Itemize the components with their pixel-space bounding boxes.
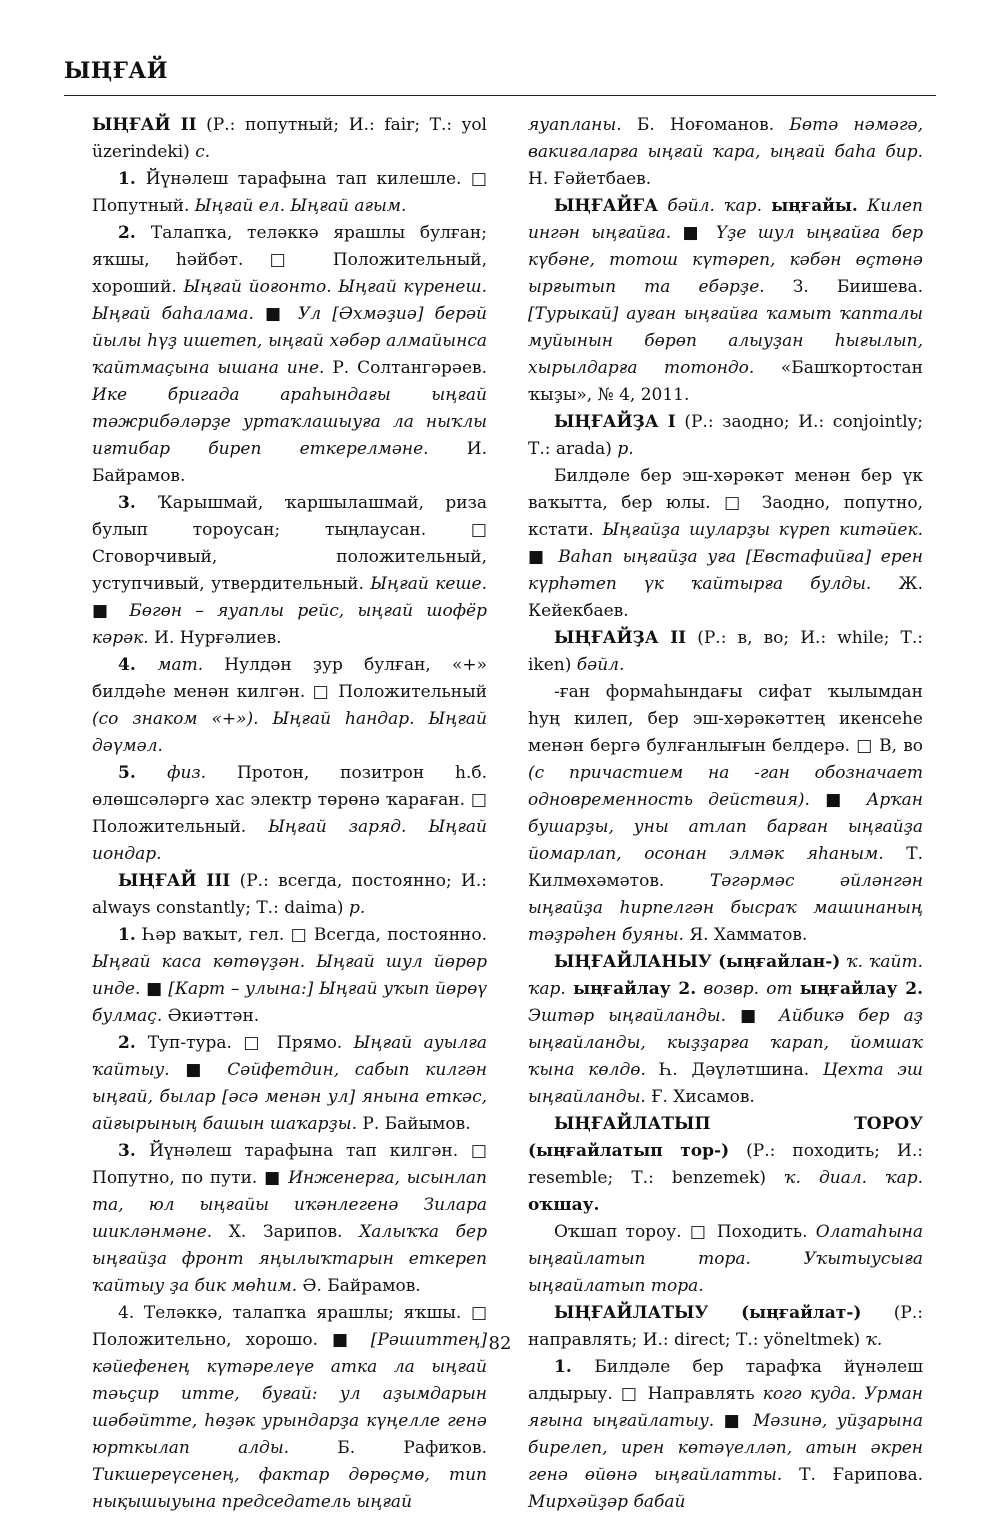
citation-marker: ■ bbox=[317, 1330, 371, 1350]
example: Айбикә бер аҙ ыңғайланды, кыҙҙарға ҡарап, йомшаҡ ҡына көлдө. bbox=[528, 1006, 923, 1080]
cross-reference: ыңғайлау 2. bbox=[573, 979, 697, 999]
source: Әкиәттән. bbox=[162, 1006, 260, 1026]
sense-5 bbox=[92, 760, 487, 868]
definition: Йүнәлеш тарафына тап килешле. □ Попутный. bbox=[92, 169, 487, 216]
example: Халыҡҡа бер ыңғайҙа фронт яңылыҡтарын еткереп ҡайтыу ҙа бик мөһим. bbox=[92, 1222, 487, 1296]
header-rule bbox=[64, 95, 936, 96]
right-column bbox=[528, 112, 923, 1516]
citation-marker: ■ bbox=[92, 601, 130, 621]
headword: ЫҢҒАЙЛАНЫУ (ыңғайлан-) bbox=[554, 952, 841, 972]
example: Тикшереүсенең, фактар дөрөҫмө, тип нықышыуына председатель ыңғай bbox=[92, 1465, 487, 1512]
sense-number: 3. bbox=[118, 1141, 150, 1161]
entry-meta: (Р.: походить; И.: resemble; Т.: benzemek) bbox=[528, 1141, 923, 1188]
source: Ж. Кейекбаев. bbox=[528, 574, 923, 621]
definition: Нулдән ҙур булған, «+» билдәһе менән килгән. □ Положительный bbox=[92, 655, 487, 702]
sense-2 bbox=[92, 220, 487, 490]
source: Б. Рафиҡов. bbox=[289, 1438, 488, 1458]
pos-label: возвр. от bbox=[696, 979, 800, 999]
source: Һ. Дәүләтшина. bbox=[645, 1060, 823, 1080]
sense-number: 2. bbox=[118, 223, 151, 243]
sense-number: 1. bbox=[118, 925, 143, 945]
entry-meta: (Р.: всегда, постоянно; И.: always constantly; Т.: daima) bbox=[92, 871, 488, 918]
definition: Билдәле бер эш-хәрәкәт менән бер үк ваҡытта, бер юлы. □ Заодно, попутно, кстати. bbox=[528, 466, 923, 540]
citation-marker: ■ bbox=[726, 1006, 779, 1026]
domain-label: мат. bbox=[157, 655, 204, 675]
example: Ыңғайҙа шуларҙы күреп китәйек. bbox=[602, 520, 923, 540]
definition: -ған формаһындағы сифат ҡылымдан һуң килеп, бер эш-хәрәкәттең икенсеһе менән бергә булғанлығын белдерә. □ В, во bbox=[528, 682, 923, 756]
source: З. Биишева. bbox=[764, 277, 924, 297]
pos-label: р. bbox=[617, 439, 634, 459]
pos-label: с. bbox=[195, 142, 211, 162]
definition: Талапҡа, теләккә ярашлы булған; яҡшы, һәйбәт. □ Положительный, хороший. bbox=[92, 223, 487, 297]
entry-yngayza-2 bbox=[528, 625, 923, 679]
definition: Һәр ваҡыт, гел. □ Всегда, постоянно. bbox=[142, 925, 487, 945]
entry-yngaylanyu bbox=[528, 949, 923, 1111]
sense-3 bbox=[92, 1138, 487, 1300]
entry-meta: (Р.: в, во; И.: while; Т.: iken) bbox=[528, 628, 923, 675]
citation-marker: ■ bbox=[714, 1411, 753, 1431]
source: Р. Солтангәрәев. bbox=[324, 358, 487, 378]
pos-label: бәйл. ҡар. bbox=[658, 196, 772, 216]
sense-number: 1. bbox=[554, 1357, 595, 1377]
sense-number: 5. bbox=[118, 763, 168, 783]
pos-label: ҡ. диал. ҡар. bbox=[784, 1168, 924, 1188]
definition: Ҡарышмай, ҡаршылашмай, риза булып тороусан; тыңлаусан. □ Сговорчивый, положительный, уступчивый, утвердительный. bbox=[92, 493, 487, 594]
example: Ыңғай заряд. Ыңғай иондар. bbox=[92, 817, 487, 864]
pos-label: ҡ. ҡайт. ҡар. bbox=[528, 952, 923, 999]
source: Б. Ноғоманов. bbox=[621, 115, 790, 135]
sense-definition bbox=[528, 1219, 923, 1300]
sense-4 bbox=[92, 652, 487, 760]
citation-marker: ■ bbox=[257, 1168, 289, 1188]
example: Мирхәйҙәр бабай bbox=[528, 1492, 686, 1512]
sense-number: 4. bbox=[118, 655, 158, 675]
example: Ике бригада араһындағы ыңғай тәжрибәләрҙе уртаҡлашыуға ла ныҡлы иғтибар биреп еткерелмәне. bbox=[92, 385, 487, 459]
sense-1 bbox=[92, 166, 487, 220]
headword: ЫҢҒАЙҘА I bbox=[554, 412, 676, 432]
citation-marker: ■ bbox=[671, 223, 716, 243]
source: Р. Байымов. bbox=[357, 1114, 471, 1134]
cross-reference: ыңғайлау 2. bbox=[799, 979, 923, 999]
example: Ул [Әхмәҙиә] берәй йылы һүҙ ишетеп, ыңғай хәбәр алмайынса ҡайтмаҫына ышана ине. bbox=[92, 304, 487, 378]
example: Ыңғай ауылға ҡайтыу. bbox=[92, 1033, 487, 1080]
example: Арҡан бушарҙы, уны атлап барған ыңғайҙа йомарлап, осонан элмәк яһаным. bbox=[528, 790, 923, 864]
definition: Оҡшап тороу. □ Походить. bbox=[554, 1222, 816, 1242]
example: [Турыкай] ауған ыңғайға ҡамыт ҡапталы муйынын бөрөп алыуҙан һығылып, хырылдарға тотондо. bbox=[528, 304, 923, 378]
entry-yngayga bbox=[528, 193, 923, 409]
left-column bbox=[92, 112, 487, 1516]
pos-label: бәйл. bbox=[576, 655, 625, 675]
example: яуапланы. bbox=[528, 115, 622, 135]
headword: ЫҢҒАЙҒА bbox=[554, 196, 659, 216]
sense-number: 3. bbox=[118, 493, 158, 513]
pos-label: р. bbox=[348, 898, 366, 918]
example: Инженерға, ысынлап та, юл ыңғайы иҡәнлегенә Зилара шикләнмәне. bbox=[92, 1168, 487, 1242]
sense-definition bbox=[528, 463, 923, 625]
sense-number: 4. bbox=[118, 1303, 144, 1323]
example: Ыңғай каса көтөүҙән. Ыңғай шул йөрөр инде. bbox=[92, 952, 487, 999]
example: Ыңғай йоғонто. Ыңғай күренеш. Ыңғай баһалама. bbox=[92, 277, 487, 324]
entry-yngayza-1 bbox=[528, 409, 923, 463]
example: Үҙе шул ыңғайға бер күбәне, тотош күтәреп, кәбән өҫтөнә ырғытып та ебәрҙе. bbox=[528, 223, 923, 297]
sense-number: 2. bbox=[118, 1033, 148, 1053]
headword: ЫҢҒАЙ II bbox=[92, 115, 197, 135]
citation-marker: ■ bbox=[528, 547, 559, 567]
citation-marker: ■ bbox=[140, 979, 169, 999]
domain-label: физ. bbox=[167, 763, 207, 783]
source: Н. Ғәйетбаев. bbox=[528, 169, 652, 189]
example: Олатаһына ыңғайлатып тора. Уҡытыусыға ыңғайлатып тора. bbox=[528, 1222, 923, 1296]
running-head: ЫҢҒАЙ bbox=[64, 58, 169, 84]
example: Эштәр ыңғайланды. bbox=[528, 1006, 727, 1026]
entry-meta: (Р.: направлять; И.: direct; Т.: yöneltmek) bbox=[528, 1303, 923, 1350]
example: кого куда. Урман яғына ыңғайлатыу. bbox=[528, 1384, 923, 1431]
example: Цехта эш ыңғайланды. bbox=[528, 1060, 923, 1107]
example: Ваһап ыңғайҙа уға [Евстафийға] ерен күрһәтеп үк ҡайтырға булды. bbox=[528, 547, 923, 594]
example: Мәзинә, уйҙарына бирелеп, ирен көтәүелләп, атын әкрен генә өйөнә ыңғайлатты. bbox=[528, 1411, 923, 1485]
headword: ЫҢҒАЙЛАТЫП ТОРОУ (ыңғайлатып тор-) bbox=[528, 1114, 923, 1161]
headword: ЫҢҒАЙҘА II bbox=[554, 628, 687, 648]
example: [Рәшиттең] кәйефенең күтәрелеүе атка ла ыңғай тәьҫир итте, буғай: ул аҙымдарын шәбәйтте, һөҙәк урындарҙа күңелле генә юрткылап алды. bbox=[92, 1330, 487, 1458]
pos-label: ҡ. bbox=[865, 1330, 883, 1350]
source: Х. Зарипов. bbox=[212, 1222, 360, 1242]
citation-marker: ■ bbox=[253, 304, 299, 324]
example: (с причастием на -ган обозначает одновременность действия). bbox=[528, 763, 923, 810]
source: Ғ. Хисамов. bbox=[645, 1087, 755, 1107]
sense-1 bbox=[528, 1354, 923, 1516]
sense-definition bbox=[528, 679, 923, 949]
source: И. Нурғәлиев. bbox=[148, 628, 282, 648]
example: Тәгәрмәс әйләнгән ыңғайҙа һирпелгән бысраҡ машинаның тәҙрәһен буяны. bbox=[528, 871, 923, 945]
example: Ыңғай ел. Ыңғай ағым. bbox=[194, 196, 407, 216]
page-number: 82 bbox=[488, 1333, 512, 1354]
definition: Туп-тура. □ Прямо. bbox=[147, 1033, 354, 1053]
example: [Карт – улына:] Ыңғай уҡып йөрөү булмаҫ. bbox=[92, 979, 488, 1026]
example: Килеп ингән ыңғайға. bbox=[528, 196, 924, 243]
source: Т. Килмөхәмәтов. bbox=[528, 844, 923, 891]
cross-reference: ыңғайы. bbox=[771, 196, 858, 216]
entry-yngay-2 bbox=[92, 112, 487, 166]
citation-marker: ■ bbox=[809, 790, 867, 810]
citation-marker: ■ bbox=[169, 1060, 228, 1080]
definition: Протон, позитрон һ.б. өлөшсәләргә хас электр төрөнә ҡараған. □ Положительный. bbox=[92, 763, 488, 837]
headword: ЫҢҒАЙ III bbox=[118, 871, 231, 891]
cross-reference: оҡшау. bbox=[528, 1195, 600, 1215]
example: Ыңғай кеше. bbox=[370, 574, 488, 594]
entry-yngay-3 bbox=[92, 868, 487, 922]
sense-2 bbox=[92, 1030, 487, 1138]
source: «Башҡортостан ҡыҙы», № 4, 2011. bbox=[528, 358, 923, 405]
entry-meta: (Р.: заодно; И.: conjointly; Т.: arada) bbox=[528, 412, 924, 459]
entry-yngaylatyp-torou bbox=[528, 1111, 923, 1219]
example: Бөтә нәмәгә, вакиғаларға ыңғай ҡара, ыңғай баһа бир. bbox=[528, 115, 924, 162]
source: Т. Ғарипова. bbox=[782, 1465, 923, 1485]
sense-number: 1. bbox=[118, 169, 146, 189]
sense-1 bbox=[92, 922, 487, 1030]
headword: ЫҢҒАЙЛАТЫУ (ыңғайлат-) bbox=[554, 1303, 862, 1323]
definition: Билдәле бер тарафҡа йүнәлеш алдырыу. □ Направлять bbox=[528, 1357, 923, 1404]
source: Ә. Байрамов. bbox=[297, 1276, 421, 1296]
example: Сәйфетдин, сабып килгән ыңғай, былар [әсә менән ул] янына еткәс, айғырының башын шаҡарҙы. bbox=[92, 1060, 487, 1134]
entry-continuation bbox=[528, 112, 923, 193]
example: (со знаком «+»). Ыңғай һандар. Ыңғай дәүмәл. bbox=[92, 709, 487, 756]
sense-3 bbox=[92, 490, 487, 652]
example: Бөгөн – яуаплы рейс, ыңғай шофёр кәрәк. bbox=[92, 601, 487, 648]
definition: Теләккә, талапҡа ярашлы; яҡшы. □ Положительно, хорошо. bbox=[92, 1303, 488, 1350]
source: Я. Хамматов. bbox=[683, 925, 808, 945]
source: И. Байрамов. bbox=[92, 439, 487, 486]
definition: Йүнәлеш тарафына тап килгән. □ Попутно, по пути. bbox=[92, 1141, 487, 1188]
entry-meta: (Р.: попутный; И.: fair; Т.: yol üzerindeki) bbox=[92, 115, 487, 162]
